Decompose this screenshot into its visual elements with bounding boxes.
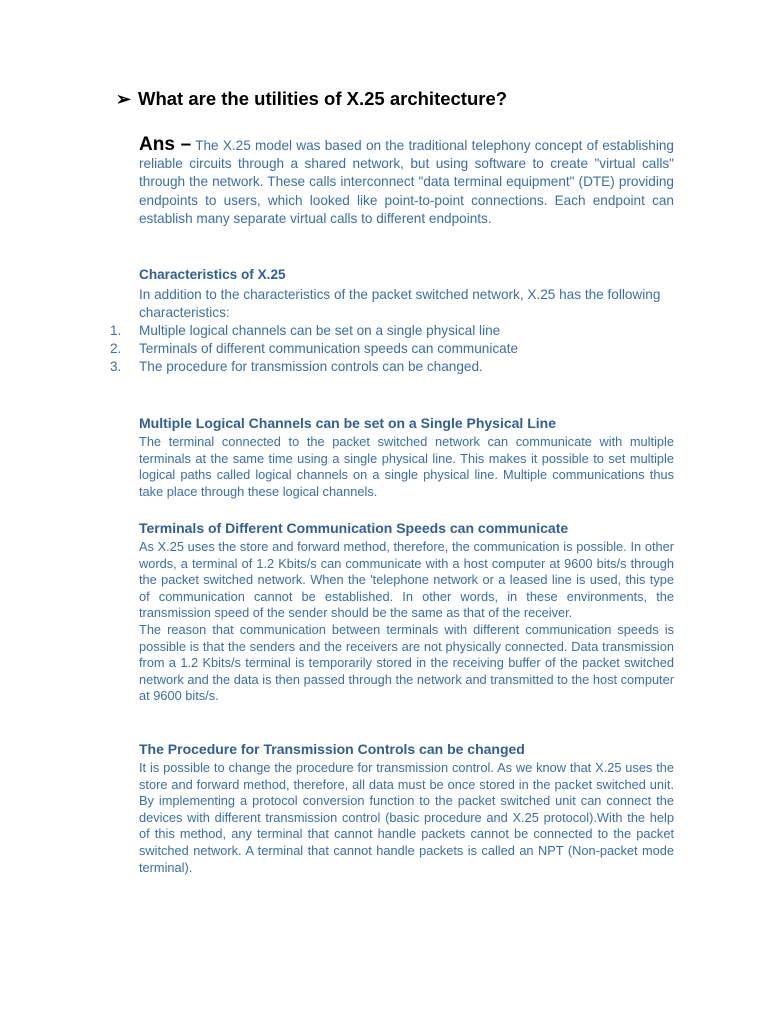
section-title-logical-channels: Multiple Logical Channels can be set on a Single Physical Line — [139, 415, 556, 431]
list-item-text: Terminals of different communication speeds can communicate — [139, 341, 519, 357]
section-title-communication-speeds: Terminals of Different Communication Speeds can communicate — [139, 520, 569, 536]
characteristics-heading: Characteristics of X.25 — [139, 267, 286, 282]
list-item-number: 1. — [110, 323, 122, 338]
section-body-communication-speeds — [139, 539, 674, 705]
list-item — [110, 358, 680, 376]
section-paragraph: The terminal connected to the packet switched network can communicate with multiple terminals at the same time using a single physical line. This makes it possible to set multiple logical paths called logical channels on a single physical line. Multiple communications thus take place through these logical channels. — [139, 434, 674, 499]
section-body-transmission-controls — [139, 760, 674, 876]
answer-text: The X.25 model was based on the traditional telephony concept of establishing reliable circuits through a shared network, but using software to create "virtual calls" through the network. These calls interconnect "data terminal equipment" (DTE) providing endpoints to users, which looked like point-to-point connections. Each endpoint can establish many separate virtual calls to different endpoints. — [139, 138, 674, 226]
characteristics-intro: In addition to the characteristics of the packet switched network, X.25 has the following characteristics: — [139, 287, 661, 321]
section-paragraph: The reason that communication between terminals with different communication speeds is possible is that the senders and the receivers are not physically connected. Data transmission from a 1.2 Kbits/s terminal is temporarily stored in the receiving buffer of the packet switched network and the data is then passed through the network and transmitted to the host computer at 9600 bits/s. — [139, 621, 674, 704]
arrow-bullet-icon: ➢ — [116, 89, 132, 109]
list-item-text: Multiple logical channels can be set on a single physical line — [139, 323, 501, 338]
section-paragraph: It is possible to change the procedure for transmission control. As we know that X.25 uses the store and forward method, therefore, all data must be once stored in the packet switched unit. By implementing a protocol conversion function to the packet switched unit can connect the devices with different transmission control (basic procedure and X.25 protocol).With the help of this method, any terminal that cannot handle packets cannot be connected to the packet switched network. A terminal that cannot handle packets is called an NPT (Non-packet mode terminal). — [139, 760, 674, 875]
list-item-text: The procedure for transmission controls can be changed. — [139, 359, 483, 375]
answer-label: Ans – — [139, 134, 192, 155]
section-body-logical-channels — [139, 434, 674, 500]
list-item — [110, 322, 680, 340]
question-text: What are the utilities of X.25 architecture? — [138, 88, 508, 109]
list-item-number: 3. — [110, 359, 122, 375]
answer-paragraph — [139, 136, 674, 228]
list-item-number: 2. — [110, 341, 122, 357]
characteristics-list — [110, 322, 680, 377]
list-item — [110, 340, 680, 358]
question-heading — [116, 88, 716, 110]
section-paragraph: As X.25 uses the store and forward method, therefore, the communication is possible. In other words, a terminal of 1.2 Kbits/s can communicate with a host computer at 9600 bits/s through the packet switched network. When the 'telephone network or a leased line is used, this type of communication cannot be established. In other words, in these environments, the transmission speed of the sender should be the same as that of the receiver. — [139, 539, 674, 621]
section-title-transmission-controls: The Procedure for Transmission Controls can be changed — [139, 741, 525, 757]
